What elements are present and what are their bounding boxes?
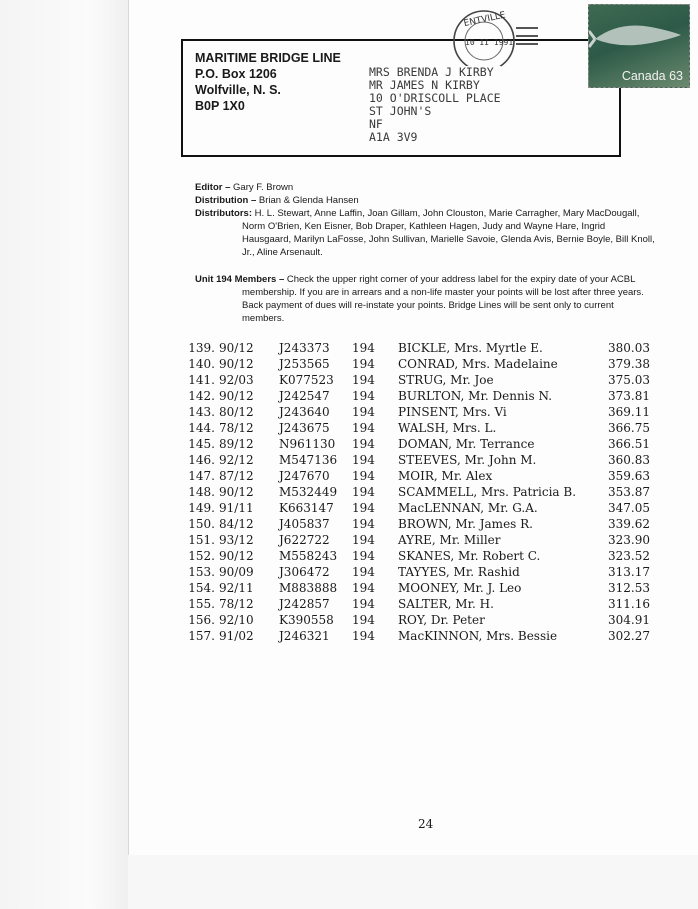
member-points: 302.27 — [608, 629, 650, 643]
member-date: 91/11 — [219, 501, 254, 515]
member-rank: 152. — [188, 549, 215, 563]
member-date: 87/12 — [219, 469, 254, 483]
member-points: 379.38 — [608, 357, 650, 371]
member-unit: 194 — [352, 517, 375, 531]
member-points: 373.81 — [608, 389, 650, 403]
member-unit: 194 — [352, 549, 375, 563]
member-name: SALTER, Mr. H. — [398, 597, 494, 611]
member-id: K390558 — [279, 613, 334, 627]
distribution-line — [195, 194, 655, 207]
member-rank: 156. — [188, 613, 215, 627]
member-name: ROY, Dr. Peter — [398, 613, 485, 627]
unit-members-note — [195, 273, 655, 325]
member-unit: 194 — [352, 373, 375, 387]
member-unit: 194 — [352, 437, 375, 451]
member-date: 91/02 — [219, 629, 254, 643]
member-rank: 145. — [188, 437, 215, 451]
member-name: SKANES, Mr. Robert C. — [398, 549, 541, 563]
member-date: 92/12 — [219, 453, 254, 467]
return-address — [195, 50, 341, 114]
postmark-town: ENTVILLE — [462, 10, 507, 30]
unit-note-label: Unit 194 Members – — [195, 274, 285, 285]
member-id: J306472 — [279, 565, 330, 579]
member-name: AYRE, Mr. Miller — [398, 533, 501, 547]
org-city: Wolfville, N. S. — [195, 83, 281, 97]
member-name: MacLENNAN, Mr. G.A. — [398, 501, 538, 515]
member-date: 92/11 — [219, 581, 254, 595]
member-points: 323.52 — [608, 549, 650, 563]
member-points: 313.17 — [608, 565, 650, 579]
member-points: 323.90 — [608, 533, 650, 547]
member-rank: 149. — [188, 501, 215, 515]
editor-value: Gary F. Brown — [233, 182, 294, 193]
member-name: MOIR, Mr. Alex — [398, 469, 493, 483]
member-unit: 194 — [352, 357, 375, 371]
unit-note-text: Check the upper right corner of your address label for the expiry date of your ACBL membership. If you are in arrears and a non-life master your points will be lost after three years. Back payment of dues will re-instate your points. Bridge Lines will be sent only to current members. — [242, 274, 644, 324]
label-line: MR JAMES N KIRBY — [369, 78, 480, 92]
member-date: 84/12 — [219, 517, 254, 531]
label-line: A1A 3V9 — [369, 130, 418, 144]
member-points: 353.87 — [608, 485, 650, 499]
member-points: 369.11 — [608, 405, 650, 419]
member-name: SCAMMELL, Mrs. Patricia B. — [398, 485, 577, 499]
member-rank: 157. — [188, 629, 215, 643]
page-number: 24 — [418, 817, 434, 831]
member-points: 311.16 — [608, 597, 650, 611]
member-rank: 146. — [188, 453, 215, 467]
member-name: PINSENT, Mrs. Vi — [398, 405, 507, 419]
member-id: J253565 — [279, 357, 330, 371]
member-rank: 144. — [188, 421, 215, 435]
member-name: BURLTON, Mr. Dennis N. — [398, 389, 553, 403]
editor-line — [195, 181, 655, 194]
member-name: BICKLE, Mrs. Myrtle E. — [398, 341, 543, 355]
member-id: N961130 — [279, 437, 336, 451]
member-id: J247670 — [279, 469, 330, 483]
org-name: MARITIME BRIDGE LINE — [195, 51, 341, 65]
member-rank: 141. — [188, 373, 215, 387]
member-date: 92/03 — [219, 373, 254, 387]
member-id: M883888 — [279, 581, 338, 595]
distributors-line — [195, 207, 655, 259]
member-unit: 194 — [352, 565, 375, 579]
postage-stamp — [588, 4, 690, 88]
member-name: BROWN, Mr. James R. — [398, 517, 533, 531]
member-unit: 194 — [352, 421, 375, 435]
member-rank: 143. — [188, 405, 215, 419]
member-rank: 139. — [188, 341, 215, 355]
member-points: 347.05 — [608, 501, 650, 515]
member-id: J243373 — [279, 341, 330, 355]
label-line: ST JOHN'S — [369, 104, 432, 118]
member-date: 78/12 — [219, 597, 254, 611]
member-unit: 194 — [352, 533, 375, 547]
member-id: K077523 — [279, 373, 334, 387]
member-rank: 140. — [188, 357, 215, 371]
member-date: 90/12 — [219, 389, 254, 403]
member-date: 90/12 — [219, 485, 254, 499]
member-id: J242547 — [279, 389, 330, 403]
member-unit: 194 — [352, 613, 375, 627]
member-date: 90/09 — [219, 565, 254, 579]
member-unit: 194 — [352, 341, 375, 355]
member-name: WALSH, Mrs. L. — [398, 421, 497, 435]
member-rank: 155. — [188, 597, 215, 611]
member-points: 360.83 — [608, 453, 650, 467]
member-name: MOONEY, Mr. J. Leo — [398, 581, 522, 595]
member-date: 80/12 — [219, 405, 254, 419]
member-name: STEEVES, Mr. John M. — [398, 453, 537, 467]
distribution-label: Distribution – — [195, 195, 257, 206]
member-points: 375.03 — [608, 373, 650, 387]
member-rank: 153. — [188, 565, 215, 579]
member-unit: 194 — [352, 629, 375, 643]
member-unit: 194 — [352, 389, 375, 403]
scan-margin — [0, 0, 128, 909]
member-unit: 194 — [352, 405, 375, 419]
member-date: 90/12 — [219, 549, 254, 563]
member-name: STRUG, Mr. Joe — [398, 373, 494, 387]
member-date: 90/12 — [219, 341, 254, 355]
member-unit: 194 — [352, 469, 375, 483]
member-unit: 194 — [352, 485, 375, 499]
member-id: J246321 — [279, 629, 330, 643]
member-points: 366.75 — [608, 421, 650, 435]
org-po-box: P.O. Box 1206 — [195, 67, 277, 81]
member-rank: 148. — [188, 485, 215, 499]
member-date: 92/10 — [219, 613, 254, 627]
member-date: 93/12 — [219, 533, 254, 547]
org-postal-code: B0P 1X0 — [195, 99, 245, 113]
member-id: J242857 — [279, 597, 330, 611]
member-name: MacKINNON, Mrs. Bessie — [398, 629, 558, 643]
member-points: 304.91 — [608, 613, 650, 627]
member-id: J243675 — [279, 421, 330, 435]
member-rank: 151. — [188, 533, 215, 547]
member-name: DOMAN, Mr. Terrance — [398, 437, 535, 451]
editor-label: Editor – — [195, 182, 231, 193]
member-date: 90/12 — [219, 357, 254, 371]
member-id: J405837 — [279, 517, 330, 531]
member-id: K663147 — [279, 501, 334, 515]
member-id: J243640 — [279, 405, 330, 419]
member-id: M547136 — [279, 453, 338, 467]
label-line: 10 O'DRISCOLL PLACE — [369, 91, 501, 105]
member-id: M558243 — [279, 549, 338, 563]
stamp-denomination: Canada 63 — [621, 69, 683, 83]
member-name: CONRAD, Mrs. Madelaine — [398, 357, 558, 371]
member-rank: 142. — [188, 389, 215, 403]
member-points: 339.62 — [608, 517, 650, 531]
distribution-value: Brian & Glenda Hansen — [258, 195, 359, 206]
whale-icon — [589, 5, 689, 65]
member-id: M532449 — [279, 485, 338, 499]
member-points: 312.53 — [608, 581, 650, 595]
member-id: J622722 — [279, 533, 330, 547]
label-line: MRS BRENDA J KIRBY — [369, 65, 494, 79]
member-rank: 147. — [188, 469, 215, 483]
member-unit: 194 — [352, 597, 375, 611]
postmark-date: 10 II 1991 — [465, 38, 514, 47]
label-line: NF — [369, 117, 383, 131]
credits-block — [195, 181, 655, 259]
member-unit: 194 — [352, 501, 375, 515]
member-date: 78/12 — [219, 421, 254, 435]
member-points: 366.51 — [608, 437, 650, 451]
member-unit: 194 — [352, 581, 375, 595]
member-unit: 194 — [352, 453, 375, 467]
mailing-label — [357, 66, 501, 144]
member-rank: 154. — [188, 581, 215, 595]
scan-bottom-margin — [128, 855, 698, 909]
member-points: 359.63 — [608, 469, 650, 483]
member-date: 89/12 — [219, 437, 254, 451]
distributors-value: H. L. Stewart, Anne Laffin, Joan Gillam, John Clouston, Marie Carragher, Mary MacDougall, Norm O'Brien, Ken Eisner, Bob Draper, Kathleen Hagen, Judy and Wayne Hare, Ingrid Hausgaard, Marilyn LaFosse, John Sullivan, Marielle Savoie, Glenda Avis, Bernie Boyle, Bill Knoll, Jr., Aline Arsenault. — [242, 208, 655, 258]
member-points: 380.03 — [608, 341, 650, 355]
member-rank: 150. — [188, 517, 215, 531]
member-name: TAYYES, Mr. Rashid — [398, 565, 520, 579]
distributors-label: Distributors: — [195, 208, 252, 219]
